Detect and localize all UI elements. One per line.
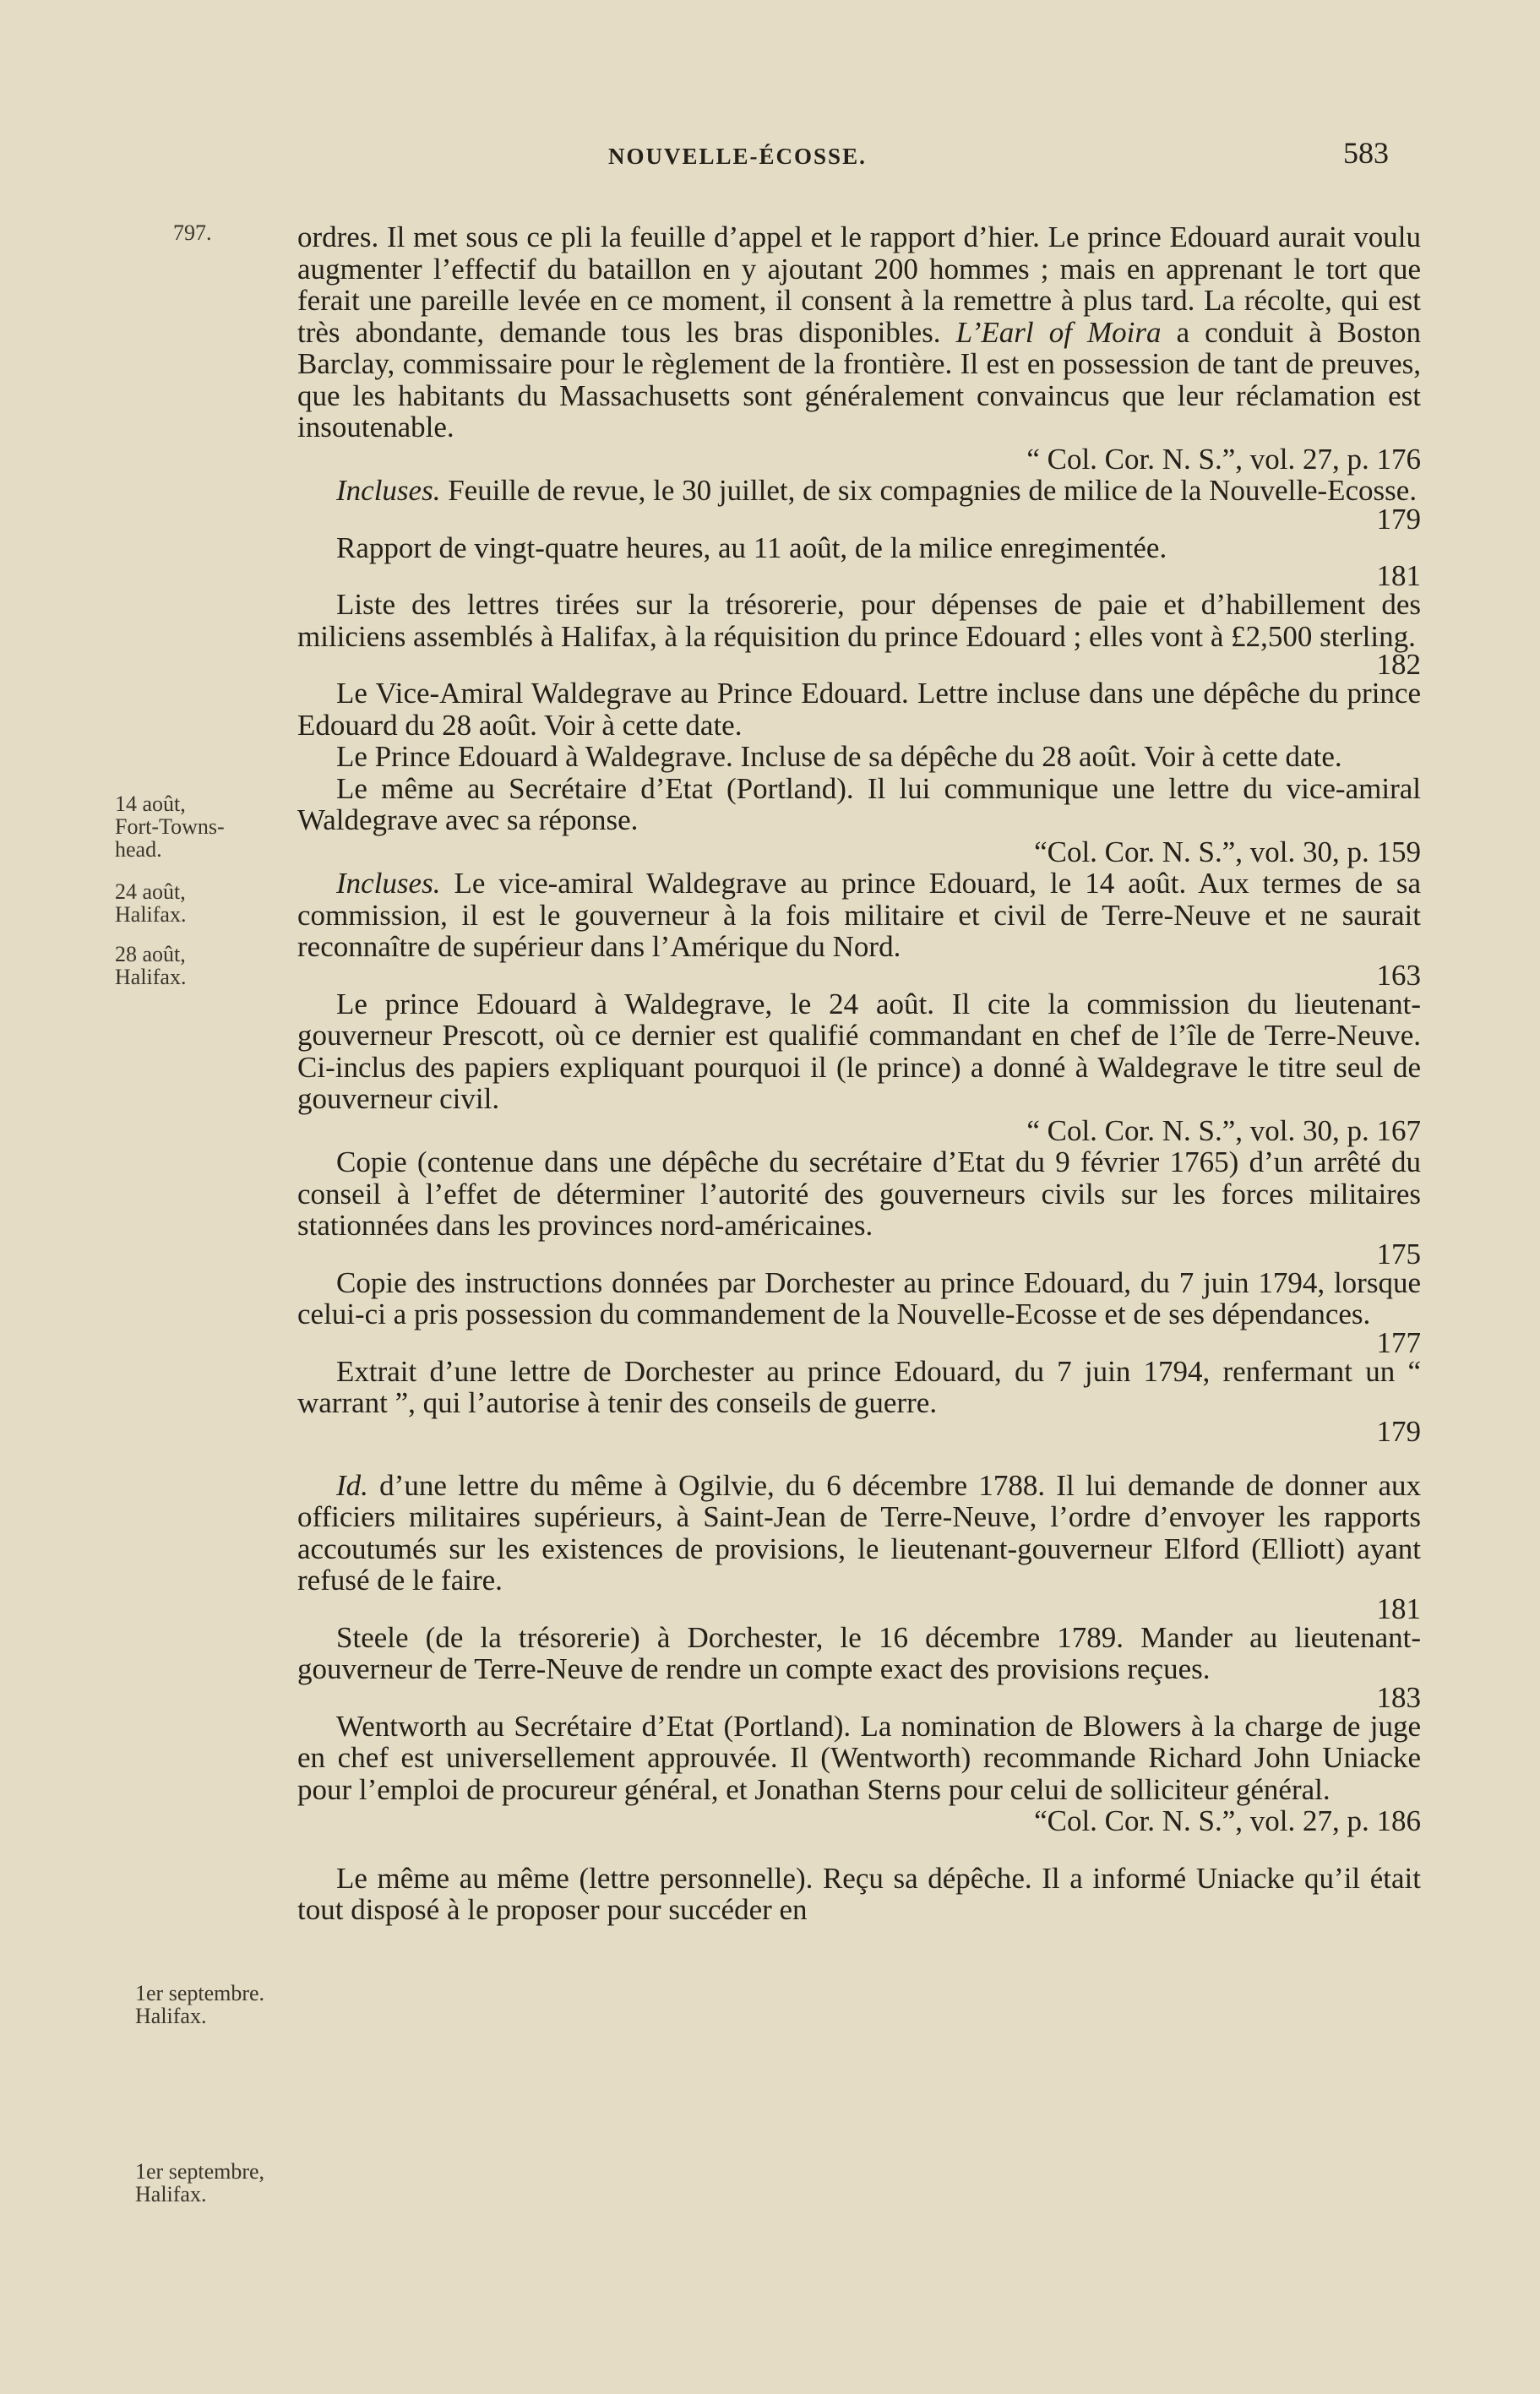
- page-ref-number: 183: [1376, 1680, 1421, 1714]
- paragraph: Extrait d’une lettre de Dorchester au prince Edouard, du 7 juin 1794, renfermant un “ warrant ”, qui l’autorise à tenir des conseils de guerre.: [297, 1354, 1421, 1419]
- margin-place: Halifax.: [115, 902, 187, 927]
- margin-place: Halifax.: [135, 2182, 207, 2206]
- page-ref-number: 163: [1376, 958, 1421, 992]
- spacer: [297, 1837, 1421, 1863]
- margin-place: Halifax.: [135, 2004, 207, 2028]
- paragraph: Le même au Secrétaire d’Etat (Portland). Il lui communique une lettre du vice-amiral Waldegrave avec sa réponse.: [297, 771, 1421, 836]
- margin-date: 1er septembre,: [135, 2159, 265, 2184]
- entry-number: 797.: [173, 220, 212, 245]
- margin-place: Fort-Towns-: [115, 814, 225, 839]
- page-ref-number: 177: [1376, 1325, 1421, 1359]
- source-reference: “Col. Cor. N. S.”, vol. 30, p. 159: [1034, 835, 1421, 868]
- page-ref-number: 182: [1376, 648, 1421, 681]
- margin-date-aug14: [115, 792, 309, 861]
- running-head: NOUVELLE-ÉCOSSE.: [608, 144, 867, 169]
- paragraph: ordres. Il met sous ce pli la feuille d’appel et le rapport d’hier. Le prince Edouard aurait voulu augmenter l’effectif du bataillon en y ajoutant 200 hommes ; mais en apprenant le tort que ferait une pareille levée en ce moment, il consent à la remettre à plus tard. La récolte, qui est très abondante, demande tous les bras disponibles. L’Earl of Moira a conduit à Boston Barclay, commissaire pour le règlement de la frontière. Il est en possession de tant de preuves, que les habitants du Massachusetts sont généralement convaincus que leur réclamation est insoutenable.: [297, 220, 1421, 443]
- paragraph: Steele (de la trésorerie) à Dorchester, le 16 décembre 1789. Mander au lieutenant-gouverneur de Terre-Neuve de rendre un compte exact des provisions reçues.: [297, 1620, 1421, 1685]
- page-number: 583: [1343, 136, 1389, 170]
- margin-date-aug24: [115, 880, 309, 926]
- paragraph: Id. d’une lettre du même à Ogilvie, du 6 décembre 1788. Il lui demande de donner aux officiers militaires supérieurs, à Saint-Jean de Terre-Neuve, l’ordre d’envoyer les rapports accoutumés sur les existences de provisions, le lieutenant-gouverneur Elford (Elliott) ayant refusé de le faire.: [297, 1468, 1422, 1597]
- source-reference: “ Col. Cor. N. S.”, vol. 30, p. 167: [1026, 1113, 1421, 1147]
- margin-date-sep1: [135, 1982, 329, 2027]
- paragraph: Copie des instructions données par Dorchester au prince Edouard, du 7 juin 1794, lorsque celui-ci a pris possession du commandement de la Nouvelle-Ecosse et de ses dépendances.: [297, 1265, 1421, 1330]
- source-reference: “ Col. Cor. N. S.”, vol. 27, p. 176: [1026, 442, 1421, 476]
- margin-date: 28 août,: [115, 942, 186, 966]
- paragraph: Liste des lettres tirées sur la trésorerie, pour dépenses de paie et d’habillement des miliciens assemblés à Halifax, à la réquisition du prince Edouard ; elles vont à £2,500 sterling.: [297, 588, 1421, 653]
- margin-place: Halifax.: [115, 965, 187, 989]
- page-ref-number: 181: [1376, 559, 1421, 592]
- source-reference: “Col. Cor. N. S.”, vol. 27, p. 186: [1034, 1804, 1421, 1837]
- paragraph: Copie (contenue dans une dépêche du secrétaire d’Etat du 9 février 1765) d’un arrêté du conseil à l’effet de déterminer l’autorité des gouverneurs civils sur les forces militaires stationnées dans les provinces nord-américaines.: [297, 1145, 1421, 1242]
- margin-date: 14 août,: [115, 792, 186, 816]
- ship-name: L’Earl of Moira: [955, 315, 1162, 349]
- spacer: [297, 1445, 1421, 1470]
- body-text: [297, 221, 1421, 1926]
- paragraph: Rapport de vingt-quatre heures, au 11 août, de la milice enregimentée.: [336, 530, 1167, 564]
- page-ref-number: 179: [1376, 1414, 1421, 1448]
- paragraph: Incluses. Le vice-amiral Waldegrave au prince Edouard, le 14 août. Aux termes de sa commission, il est le gouverneur à la fois militaire et civil de Terre-Neuve et ne saurait reconnaître de supérieur dans l’Amérique du Nord.: [297, 867, 1421, 963]
- paragraph: Le prince Edouard à Waldegrave, le 24 août. Il cite la commission du lieutenant-gouverneur Prescott, où ce dernier est qualifié commandant en chef de l’île de Terre-Neuve. Ci-inclus des papiers expliquant pourquoi il (le prince) a donné à Waldegrave le titre seul de gouverneur civil.: [297, 987, 1421, 1115]
- paragraph: Le Prince Edouard à Waldegrave. Incluse de sa dépêche du 28 août. Voir à cette date.: [336, 740, 1342, 773]
- paragraph: Le Vice-Amiral Waldegrave au Prince Edouard. Lettre incluse dans une dépêche du prince Edouard du 28 août. Voir à cette date.: [297, 677, 1421, 742]
- margin-date-sep1-second: [135, 2160, 329, 2206]
- page-ref-number: 179: [1376, 502, 1421, 536]
- idem-label: Id.: [336, 1468, 368, 1502]
- page-ref-number: 175: [1376, 1237, 1421, 1270]
- page-ref-number: 181: [1376, 1591, 1421, 1625]
- margin-date: 1er septembre.: [135, 1981, 265, 2005]
- margin-place: head.: [115, 837, 162, 862]
- paragraph: Incluses. Feuille de revue, le 30 juillet, de six compagnies de milice de la Nouvelle-Ecosse.: [336, 474, 1418, 507]
- margin-date-aug28: [115, 943, 309, 988]
- inclusions-label: Incluses.: [336, 474, 441, 507]
- paragraph: Wentworth au Secrétaire d’Etat (Portland). La nomination de Blowers à la charge de juge en chef est universellement approuvée. Il (Wentworth) recommande Richard John Uniacke pour l’emploi de procureur général, et Jonathan Sterns pour celui de solliciteur général.: [297, 1709, 1421, 1806]
- margin-date: 24 août,: [115, 879, 186, 904]
- paragraph: Le même au même (lettre personnelle). Reçu sa dépêche. Il a informé Uniacke qu’il était tout disposé à le proposer pour succéder en: [297, 1861, 1421, 1926]
- inclusions-label: Incluses.: [336, 867, 441, 900]
